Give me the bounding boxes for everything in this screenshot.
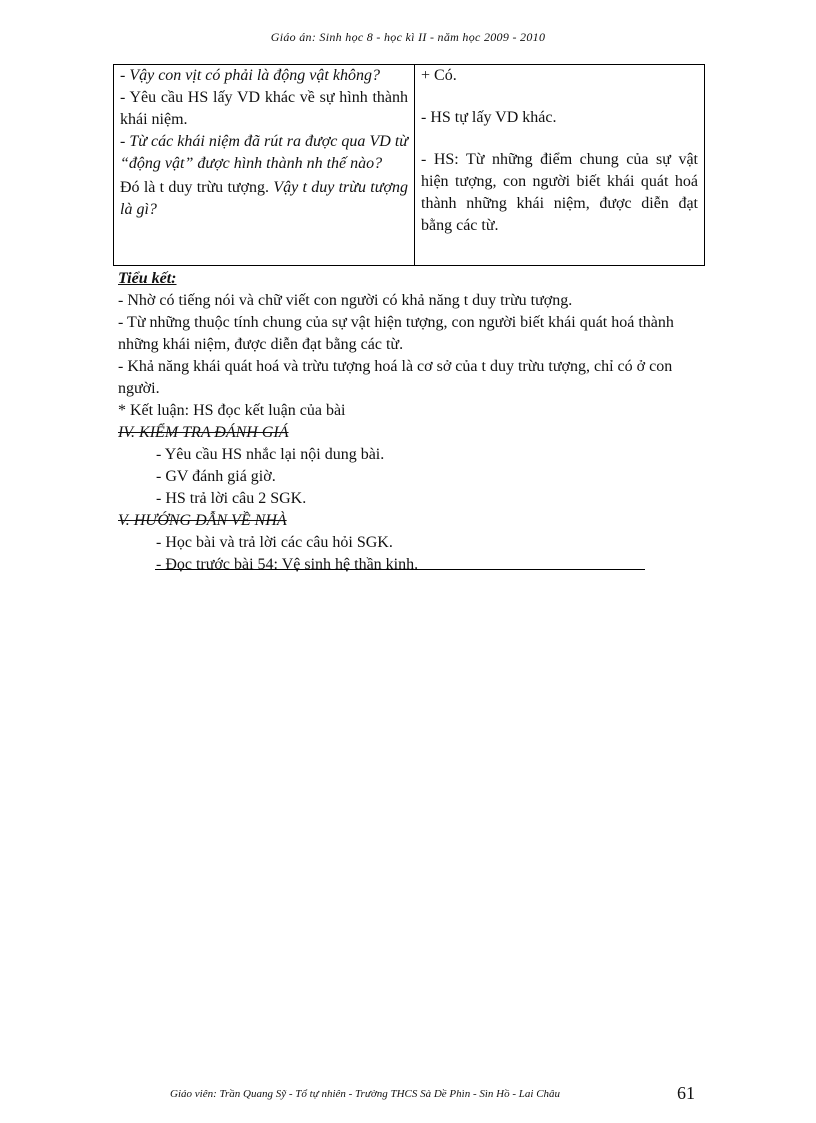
teacher-question: - Từ các khái niệm đã rút ra được qua VD từ “động vật” được hình thành nh thế nào? <box>120 133 408 172</box>
student-answer: - HS: Từ những điểm chung của sự vật hiện tượng, con người biết khái quát hoá thành những khái niệm, được diễn đạt bằng các từ. <box>421 151 698 234</box>
page-header: Giáo án: Sinh học 8 - học kì II - năm học 2009 - 2010 <box>270 30 546 44</box>
summary-heading: Tiểu kết: <box>118 270 177 287</box>
page-number: 61 <box>677 1083 695 1103</box>
summary-item: - Từ những thuộc tính chung của sự vật hiện tượng, con người biết khái quát hoá thành những khái niệm, được diễn đạt bằng các từ. <box>118 314 674 353</box>
teacher-statement <box>120 177 408 221</box>
end-divider <box>155 569 645 570</box>
lesson-table <box>113 64 705 266</box>
student-answer: - HS tự lấy VD khác. <box>421 109 557 126</box>
teacher-activity-cell <box>114 65 415 266</box>
table-row <box>114 65 705 266</box>
list-item: - Đọc trước bài 54: Vệ sinh hệ thần kinh. <box>156 556 419 573</box>
section-heading-assessment: IV. KIỂM TRA ĐÁNH GIÁ <box>118 424 289 441</box>
page-footer: Giáo viên: Trần Quang Sỹ - Tổ tự nhiên - Trường THCS Sà Dề Phìn - Sìn Hồ - Lai Châu <box>170 1088 561 1100</box>
teacher-question: - Vậy con vịt có phải là động vật không? <box>120 67 380 84</box>
list-item: - HS trả lời câu 2 SGK. <box>156 490 307 507</box>
list-item: - Yêu cầu HS nhắc lại nội dung bài. <box>156 446 385 463</box>
statement-text: Đó là t duy trừu tượng. <box>120 179 270 196</box>
summary-item: - Khả năng khái quát hoá và trừu tượng hoá là cơ sở của t duy trừu tượng, chỉ có ở con người. <box>118 358 673 397</box>
section-heading-homework: V. HƯỚNG DẪN VỀ NHÀ <box>118 512 287 529</box>
list-item: - GV đánh giá giờ. <box>156 468 276 485</box>
student-answer: + Có. <box>421 67 457 84</box>
teacher-request: - Yêu cầu HS lấy VD khác về sự hình thành khái niệm. <box>120 89 408 128</box>
student-activity-cell <box>415 65 705 266</box>
conclusion: * Kết luận: HS đọc kết luận của bài <box>118 402 346 419</box>
lesson-body <box>118 268 698 576</box>
statement-question: Vậy t duy trừu tượng là gì? <box>120 179 408 218</box>
summary-item: - Nhờ có tiếng nói và chữ viết con người có khả năng t duy trừu tượng. <box>118 292 573 309</box>
list-item: - Học bài và trả lời các câu hỏi SGK. <box>156 534 393 551</box>
